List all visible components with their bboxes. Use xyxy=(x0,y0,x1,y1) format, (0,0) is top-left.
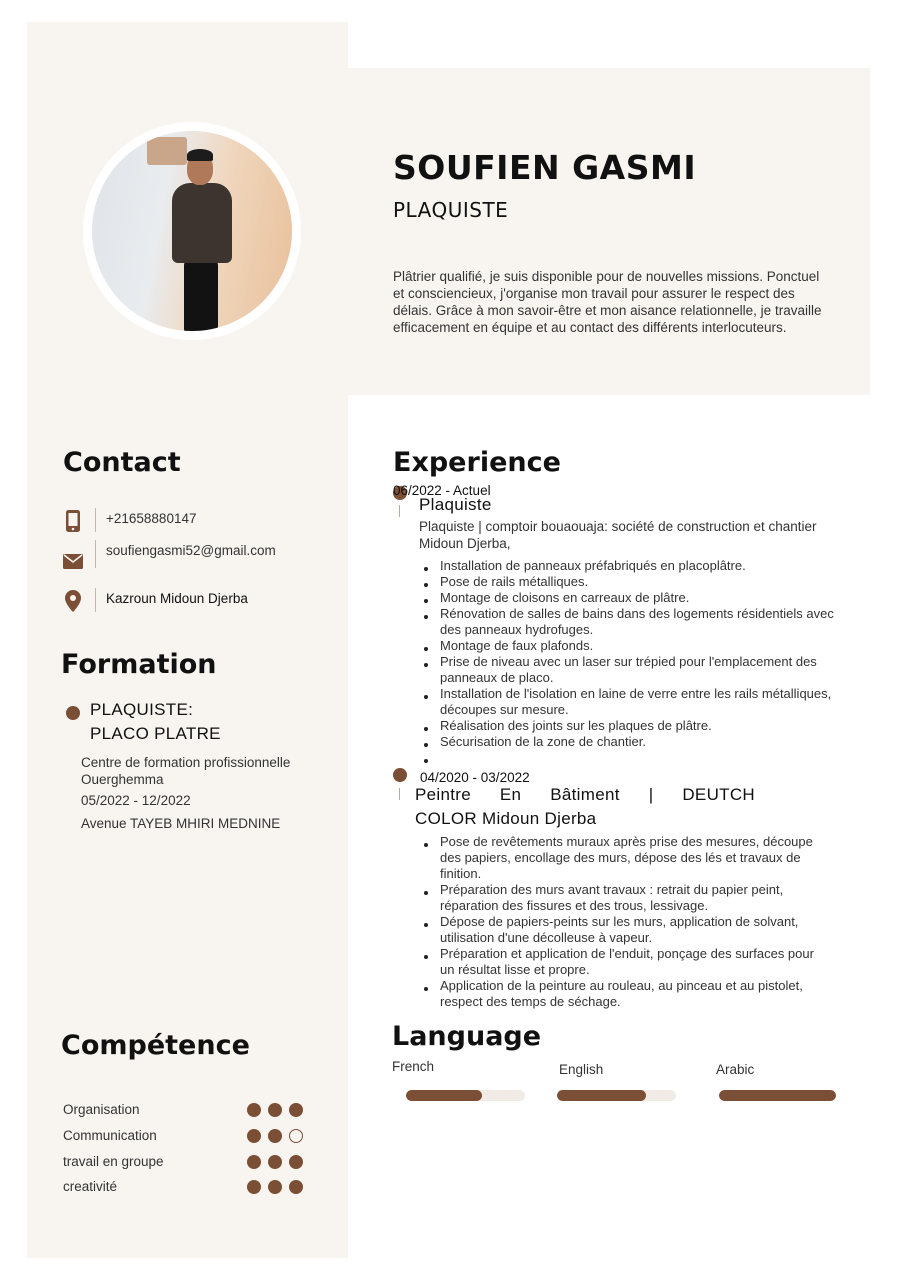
profile-summary: Plâtrier qualifié, je suis disponible pour de nouvelles missions. Ponctuel et consciencieux, j'organise mon travail pour assurer le respect des délais. Grâce à mon savoir-être et mon aisance relationnelle, je travaille efficacement en équipe et au contact des différents interlocuteurs. xyxy=(393,269,822,335)
job-date: 04/2020 - 03/2022 xyxy=(420,770,530,785)
location-pin-icon xyxy=(60,588,86,614)
job-bullet-item: Installation de l'isolation en laine de verre entre les rails métalliques, découpes sur mesure. xyxy=(420,686,840,718)
rating-dot-empty xyxy=(289,1129,303,1143)
language-name: French xyxy=(392,1059,435,1074)
language-level-bar xyxy=(719,1090,836,1101)
job-title-line2: COLOR Midoun Djerba xyxy=(415,809,597,828)
photo-person-legs xyxy=(184,261,218,331)
competence-heading: Compétence xyxy=(61,1030,250,1061)
job-bullet-item: Pose de revêtements muraux après prise des mesures, découpe des papiers, encollage des murs, dépose des lés et travaux de finition. xyxy=(420,834,820,882)
skill-rating xyxy=(247,1103,303,1117)
job-bullet-item: Installation de panneaux préfabriqués en placoplâtre. xyxy=(420,558,840,574)
candidate-name: SOUFIEN GASMI xyxy=(393,148,697,187)
formation-bullet xyxy=(66,706,80,720)
rating-dot-filled xyxy=(268,1155,282,1169)
skill-rating xyxy=(247,1129,303,1143)
contact-phone-row xyxy=(60,508,196,534)
rating-dot-filled xyxy=(247,1180,261,1194)
contact-phone[interactable]: +21658880147 xyxy=(106,511,197,526)
rating-dot-filled xyxy=(247,1103,261,1117)
job-bullets xyxy=(420,558,840,766)
formation-school: Centre de formation profissionnelle Ouerghemma xyxy=(81,755,291,787)
contact-separator xyxy=(95,588,96,612)
photo-person-hair xyxy=(187,149,213,161)
job-bullet-item: Montage de cloisons en carreaux de plâtre. xyxy=(420,590,840,606)
language-name: English xyxy=(559,1062,604,1077)
timeline-line xyxy=(399,505,400,517)
formation-heading: Formation xyxy=(61,649,217,680)
candidate-role: PLAQUISTE xyxy=(393,198,509,222)
timeline-dot xyxy=(393,768,407,782)
skill-row xyxy=(63,1179,303,1194)
skill-row xyxy=(63,1102,303,1117)
formation-degree xyxy=(90,698,221,746)
job-bullet-item: Rénovation de salles de bains dans des logements résidentiels avec des panneaux hydrofuges. xyxy=(420,606,840,638)
profile-photo xyxy=(92,131,292,331)
timeline-line xyxy=(399,788,400,800)
rating-dot-filled xyxy=(247,1155,261,1169)
photo-wall-detail xyxy=(147,137,187,165)
rating-dot-filled xyxy=(289,1103,303,1117)
contact-address-row xyxy=(60,588,248,614)
job-bullets xyxy=(420,834,820,1010)
skill-row xyxy=(63,1128,303,1143)
rating-dot-filled xyxy=(247,1129,261,1143)
skill-name: Communication xyxy=(63,1128,157,1143)
formation-degree-line1: PLAQUISTE: xyxy=(90,700,194,719)
skill-name: creativité xyxy=(63,1179,118,1194)
experience-heading: Experience xyxy=(393,447,561,478)
language-level-fill xyxy=(557,1090,646,1101)
job-bullet-item: Préparation et application de l'enduit, ponçage des surfaces pour un résultat lisse et propre. xyxy=(420,946,820,978)
photo-person-body xyxy=(172,183,232,263)
rating-dot-filled xyxy=(268,1180,282,1194)
rating-dot-filled xyxy=(268,1103,282,1117)
language-heading: Language xyxy=(392,1021,542,1052)
formation-degree-line2: PLACO PLATRE xyxy=(90,724,221,743)
contact-email[interactable]: soufiengasmi52@gmail.com xyxy=(106,543,276,558)
language-level-bar xyxy=(406,1090,525,1101)
formation-address: Avenue TAYEB MHIRI MEDNINE xyxy=(81,816,281,831)
header-band xyxy=(348,68,870,395)
job-title-line1: Peintre En Bâtiment | DEUTCH xyxy=(415,785,755,804)
contact-separator xyxy=(95,508,96,532)
job-bullet-item: Dépose de papiers-peints sur les murs, application de solvant, utilisation d'une décolleuse à vapeur. xyxy=(420,914,820,946)
rating-dot-filled xyxy=(289,1180,303,1194)
job-bullet-item: Réalisation des joints sur les plaques de plâtre. xyxy=(420,718,840,734)
skill-name: travail en groupe xyxy=(63,1154,164,1169)
skill-row xyxy=(63,1154,303,1169)
contact-heading: Contact xyxy=(63,447,181,478)
mail-icon xyxy=(60,548,86,574)
contact-address: Kazroun Midoun Djerba xyxy=(106,591,248,606)
job-bullet-item: Application de la peinture au rouleau, au pinceau et au pistolet, respect des temps de séchage. xyxy=(420,978,820,1010)
job-bullet-item: Préparation des murs avant travaux : retrait du papier peint, réparation des fissures et des trous, lessivage. xyxy=(420,882,820,914)
skill-rating xyxy=(247,1155,303,1169)
job-date: 06/2022 - Actuel xyxy=(393,483,491,498)
language-level-bar xyxy=(557,1090,676,1101)
job-bullet-item: Sécurisation de la zone de chantier. xyxy=(420,734,840,750)
phone-icon xyxy=(60,508,86,534)
contact-email-row xyxy=(60,540,276,574)
skill-rating xyxy=(247,1180,303,1194)
job-bullet-item: Prise de niveau avec un laser sur trépied pour l'emplacement des panneaux de placo. xyxy=(420,654,840,686)
rating-dot-filled xyxy=(268,1129,282,1143)
job-bullet-item: Montage de faux plafonds. xyxy=(420,638,840,654)
language-level-fill xyxy=(719,1090,836,1101)
formation-dates: 05/2022 - 12/2022 xyxy=(81,793,191,808)
language-level-fill xyxy=(406,1090,482,1101)
job-description: Plaquiste | comptoir bouaouaja: société de construction et chantier Midoun Djerba, xyxy=(419,519,817,551)
job-bullet-item: Pose de rails métalliques. xyxy=(420,574,840,590)
contact-separator xyxy=(95,540,96,568)
language-name: Arabic xyxy=(716,1062,755,1077)
job-title: Plaquiste xyxy=(419,495,492,514)
skill-name: Organisation xyxy=(63,1102,140,1117)
rating-dot-filled xyxy=(289,1155,303,1169)
job-bullet-item xyxy=(420,750,840,766)
